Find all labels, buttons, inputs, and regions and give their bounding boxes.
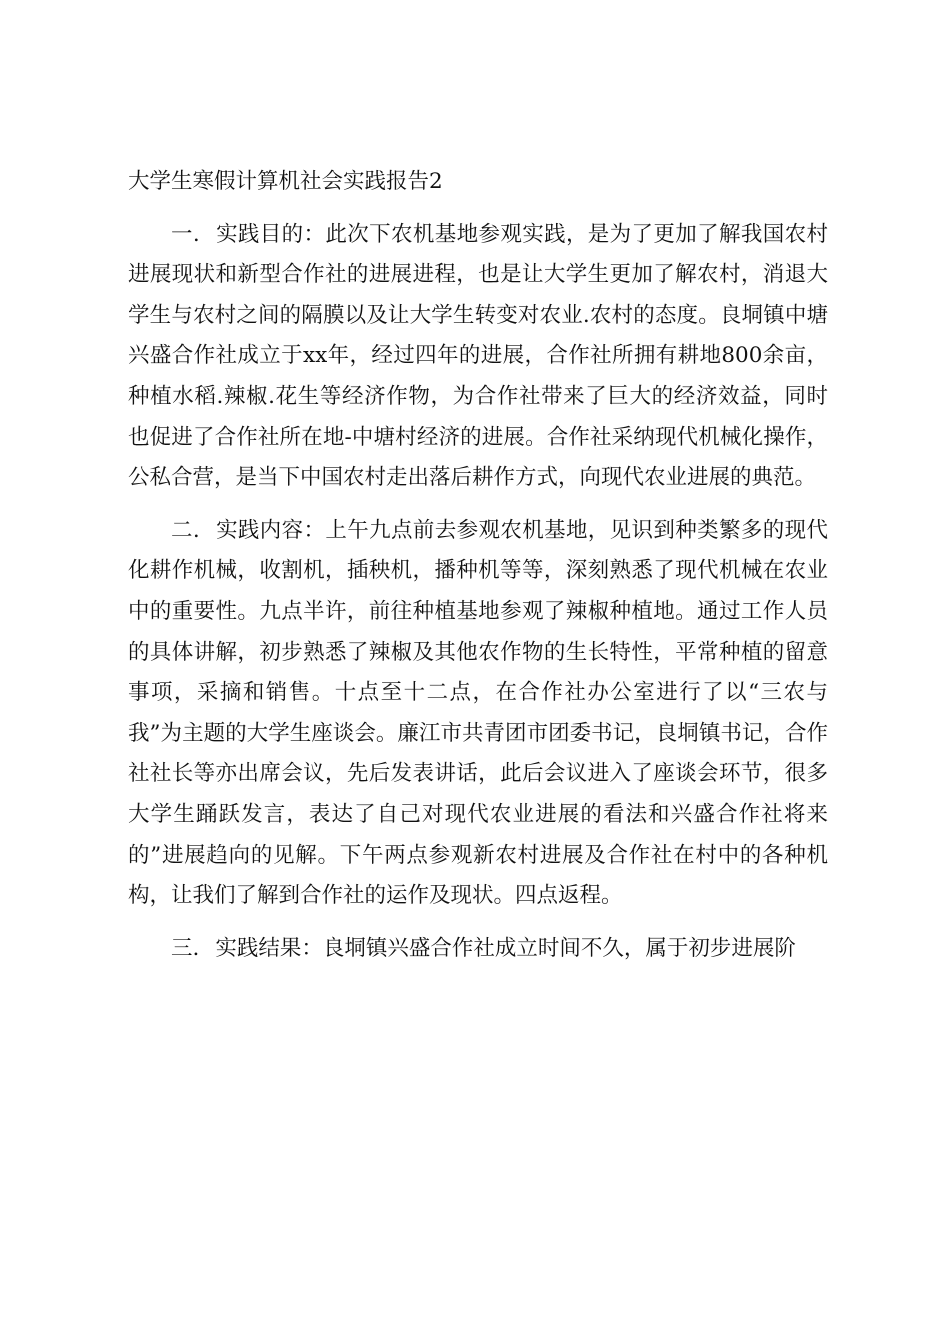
section-content — [128, 511, 828, 917]
section-label: 三. — [171, 935, 200, 961]
section-text: 实践结果：良垌镇兴盛合作社成立时间不久，属于初步进展阶 — [215, 935, 796, 961]
document-title: 大学生寒假计算机社会实践报告2 — [128, 169, 443, 194]
section-text: 实践目的：此次下农机基地参观实践，是为了更加了解我国农村进展现状和新型合作社的进展进程，也是让大学生更加了解农村，消退大学生与农村之间的隔膜以及让大学生转变对农业.农村的态度。良垌镇中塘兴盛合作社成立于xx年，经过四年的进展，合作社所拥有耕地800余亩，种植水稻.辣椒.花生等经济作物，为合作社带来了巨大的经济效益，同时也促进了合作社所在地-中塘村经济的进展。合作社采纳现代机械化操作，公私合营，是当下中国农村走出落后耕作方式，向现代农业进展的典范。 — [128, 221, 828, 491]
section-text: 实践内容：上午九点前去参观农机基地，见识到种类繁多的现代化耕作机械，收割机，插秧机，播种机等等，深刻熟悉了现代机械在农业中的重要性。九点半许，前往种植基地参观了辣椒种植地。通过工作人员的具体讲解，初步熟悉了辣椒及其他农作物的生长特性，平常种植的留意事项，采摘和销售。十点至十二点，在合作社办公室进行了以“三农与我”为主题的大学生座谈会。廉江市共青团市团委书记，良垌镇书记，合作社社长等亦出席会议，先后发表讲话，此后会议进入了座谈会环节，很多大学生踊跃发言，表达了自己对现代农业进展的看法和兴盛合作社将来的”进展趋向的见解。下午两点参观新农村进展及合作社在村中的各种机构，让我们了解到合作社的运作及现状。四点返程。 — [128, 517, 828, 909]
section-label: 二. — [171, 517, 200, 543]
document-body — [128, 162, 828, 981]
section-purpose — [128, 215, 828, 499]
section-label: 一. — [171, 221, 200, 247]
section-result — [128, 929, 828, 970]
